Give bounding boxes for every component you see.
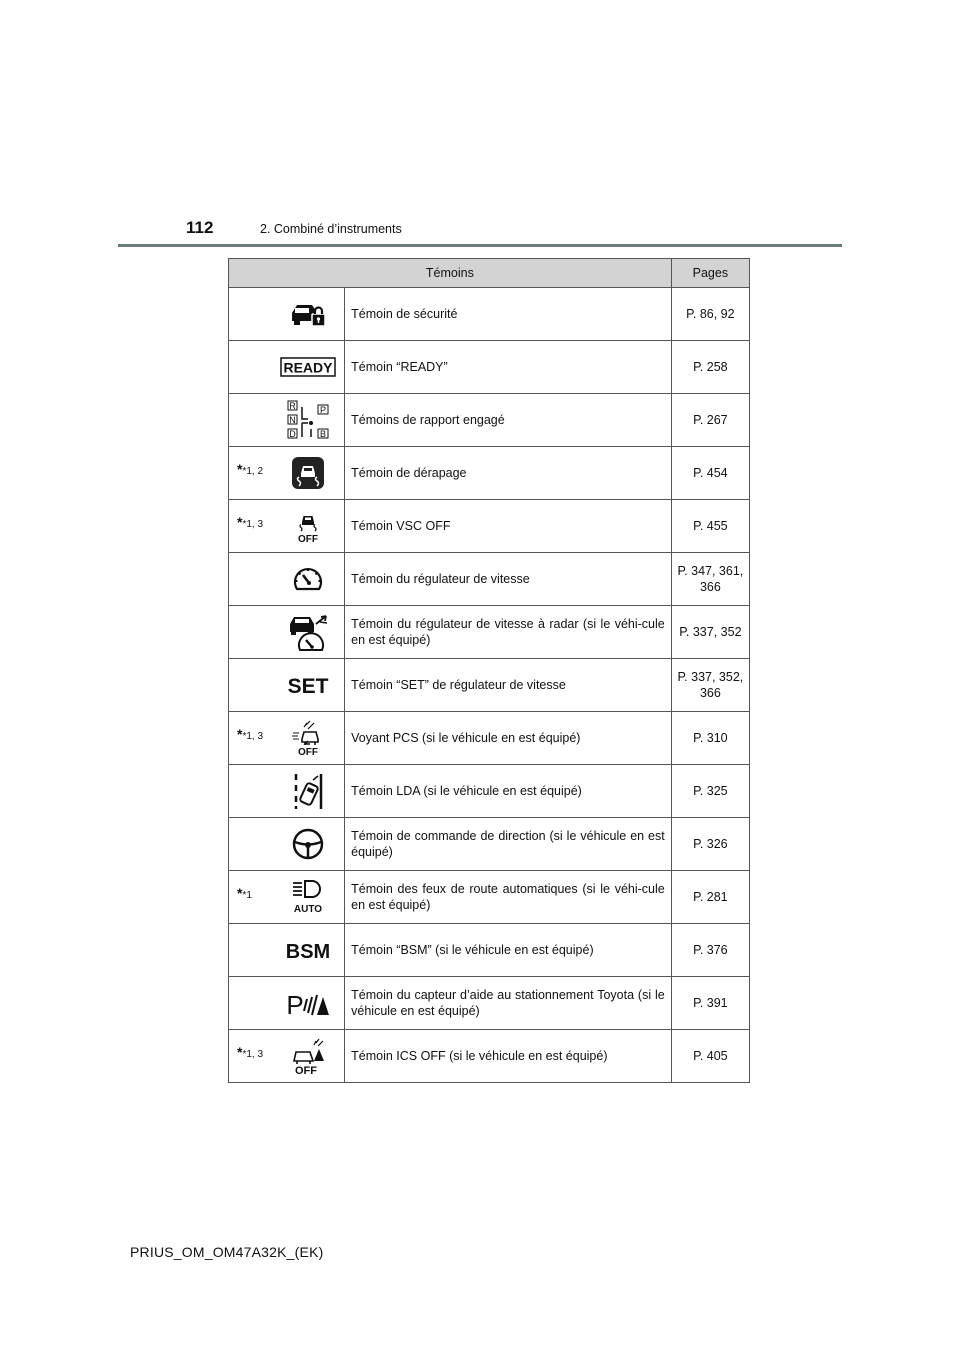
table-row xyxy=(229,659,750,712)
row-pages: P. 454 xyxy=(671,447,749,500)
row-pages: P. 326 xyxy=(671,818,749,871)
table-row xyxy=(229,606,750,659)
pcs-off-text: OFF xyxy=(297,747,318,757)
table-header-row xyxy=(229,259,750,288)
row-icon-cell xyxy=(271,447,344,500)
table-row xyxy=(229,447,750,500)
col-header-pages: Pages xyxy=(671,259,749,288)
parking-sensor-icon xyxy=(285,987,331,1019)
row-icon-cell xyxy=(271,500,344,553)
row-pages: P. 86, 92 xyxy=(671,288,749,341)
row-pages: P. 310 xyxy=(671,712,749,765)
row-description: Témoin du régulateur de vitesse à radar (si le véhi-cule en est équipé) xyxy=(345,606,672,659)
p-icon-text: P xyxy=(286,990,304,1019)
page-number: 112 xyxy=(186,218,214,237)
row-description: Témoin VSC OFF xyxy=(345,500,672,553)
table-row xyxy=(229,924,750,977)
table-row xyxy=(229,712,750,765)
row-note: **1, 3 xyxy=(229,500,272,553)
row-pages: P. 391 xyxy=(671,977,749,1030)
row-pages: P. 258 xyxy=(671,341,749,394)
row-pages: P. 376 xyxy=(671,924,749,977)
row-note xyxy=(229,606,272,659)
col-header-indicators: Témoins xyxy=(229,259,672,288)
ics-off-icon xyxy=(288,1037,328,1075)
row-pages: P. 337, 352, 366 xyxy=(671,659,749,712)
row-icon-cell xyxy=(271,765,344,818)
row-note xyxy=(229,818,272,871)
row-description: Témoin de sécurité xyxy=(345,288,672,341)
row-note xyxy=(229,924,272,977)
cruise-set-icon xyxy=(286,672,330,698)
svg-text:N: N xyxy=(288,415,296,425)
row-note-text: *1 xyxy=(242,890,252,901)
row-icon-cell xyxy=(271,818,344,871)
auto-icon-text: AUTO xyxy=(293,904,322,915)
cruise-control-icon xyxy=(291,564,325,594)
row-description: Témoin “READY” xyxy=(345,341,672,394)
row-icon-cell xyxy=(271,288,344,341)
row-note-text: *1, 2 xyxy=(242,466,264,477)
row-note xyxy=(229,659,272,712)
bsm-icon xyxy=(283,937,333,963)
row-note: **1, 2 xyxy=(229,447,272,500)
slip-indicator-icon xyxy=(291,456,325,490)
row-note xyxy=(229,553,272,606)
section-title: 2. Combiné d’instruments xyxy=(260,222,402,236)
row-note-text: *1, 3 xyxy=(242,519,264,530)
row-icon-cell xyxy=(271,606,344,659)
row-note xyxy=(229,765,272,818)
table-row xyxy=(229,977,750,1030)
row-icon-cell xyxy=(271,341,344,394)
radar-cruise-icon xyxy=(286,612,330,652)
table-row xyxy=(229,553,750,606)
table-row xyxy=(229,1030,750,1083)
indicator-table xyxy=(228,258,750,1083)
pcs-off-icon xyxy=(290,719,326,757)
lda-icon xyxy=(291,772,325,810)
row-description: Témoin “BSM” (si le véhicule en est équipé) xyxy=(345,924,672,977)
row-pages: P. 267 xyxy=(671,394,749,447)
header-rule xyxy=(118,244,842,247)
row-pages: P. 337, 352 xyxy=(671,606,749,659)
ready-icon-text: READY xyxy=(283,359,333,376)
auto-high-beam-icon xyxy=(288,879,328,915)
row-note-text: *1, 3 xyxy=(242,1049,264,1060)
svg-text:P: P xyxy=(319,405,326,415)
row-note xyxy=(229,394,272,447)
row-icon-cell xyxy=(271,553,344,606)
vsc-off-text: OFF xyxy=(297,534,318,544)
row-icon-cell xyxy=(271,659,344,712)
row-pages: P. 347, 361, 366 xyxy=(671,553,749,606)
row-icon-cell xyxy=(271,924,344,977)
row-description: Témoin de dérapage xyxy=(345,447,672,500)
bsm-icon-text: BSM xyxy=(285,941,330,963)
svg-text:D: D xyxy=(288,429,296,439)
row-icon-cell xyxy=(271,977,344,1030)
security-indicator-icon xyxy=(288,299,328,329)
row-description: Témoin des feux de route automatiques (si le véhi-cule en est équipé) xyxy=(345,871,672,924)
row-pages: P. 325 xyxy=(671,765,749,818)
table-row xyxy=(229,341,750,394)
vsc-off-icon xyxy=(291,508,325,544)
row-icon-cell xyxy=(271,871,344,924)
row-icon-cell xyxy=(271,1030,344,1083)
table-row xyxy=(229,288,750,341)
row-description: Témoin ICS OFF (si le véhicule en est équipé) xyxy=(345,1030,672,1083)
svg-text:B: B xyxy=(319,429,326,439)
table-row xyxy=(229,818,750,871)
steering-control-icon xyxy=(291,827,325,861)
table-row xyxy=(229,871,750,924)
svg-text:R: R xyxy=(288,401,296,411)
row-note xyxy=(229,288,272,341)
row-note: **1, 3 xyxy=(229,712,272,765)
row-note xyxy=(229,977,272,1030)
row-description: Témoin du capteur d’aide au stationnement Toyota (si le véhicule en est équipé) xyxy=(345,977,672,1030)
row-description: Témoin de commande de direction (si le véhicule en est équipé) xyxy=(345,818,672,871)
row-description: Témoin LDA (si le véhicule en est équipé) xyxy=(345,765,672,818)
footer-doc-code: PRIUS_OM_OM47A32K_(EK) xyxy=(130,1244,324,1260)
row-note xyxy=(229,341,272,394)
ics-off-text: OFF xyxy=(294,1065,317,1075)
table-row xyxy=(229,765,750,818)
shift-position-icon xyxy=(286,399,330,441)
row-description: Témoin “SET” de régulateur de vitesse xyxy=(345,659,672,712)
row-note-text: *1, 3 xyxy=(242,731,264,742)
row-icon-cell xyxy=(271,394,344,447)
row-note: **1 xyxy=(229,871,272,924)
set-icon-text: SET xyxy=(287,675,329,698)
row-pages: P. 281 xyxy=(671,871,749,924)
row-description: Témoins de rapport engagé xyxy=(345,394,672,447)
row-pages: P. 405 xyxy=(671,1030,749,1083)
table-row xyxy=(229,500,750,553)
row-note: **1, 3 xyxy=(229,1030,272,1083)
row-description: Voyant PCS (si le véhicule en est équipé) xyxy=(345,712,672,765)
row-icon-cell xyxy=(271,712,344,765)
ready-indicator-icon xyxy=(280,356,336,378)
row-description: Témoin du régulateur de vitesse xyxy=(345,553,672,606)
table-row xyxy=(229,394,750,447)
row-pages: P. 455 xyxy=(671,500,749,553)
